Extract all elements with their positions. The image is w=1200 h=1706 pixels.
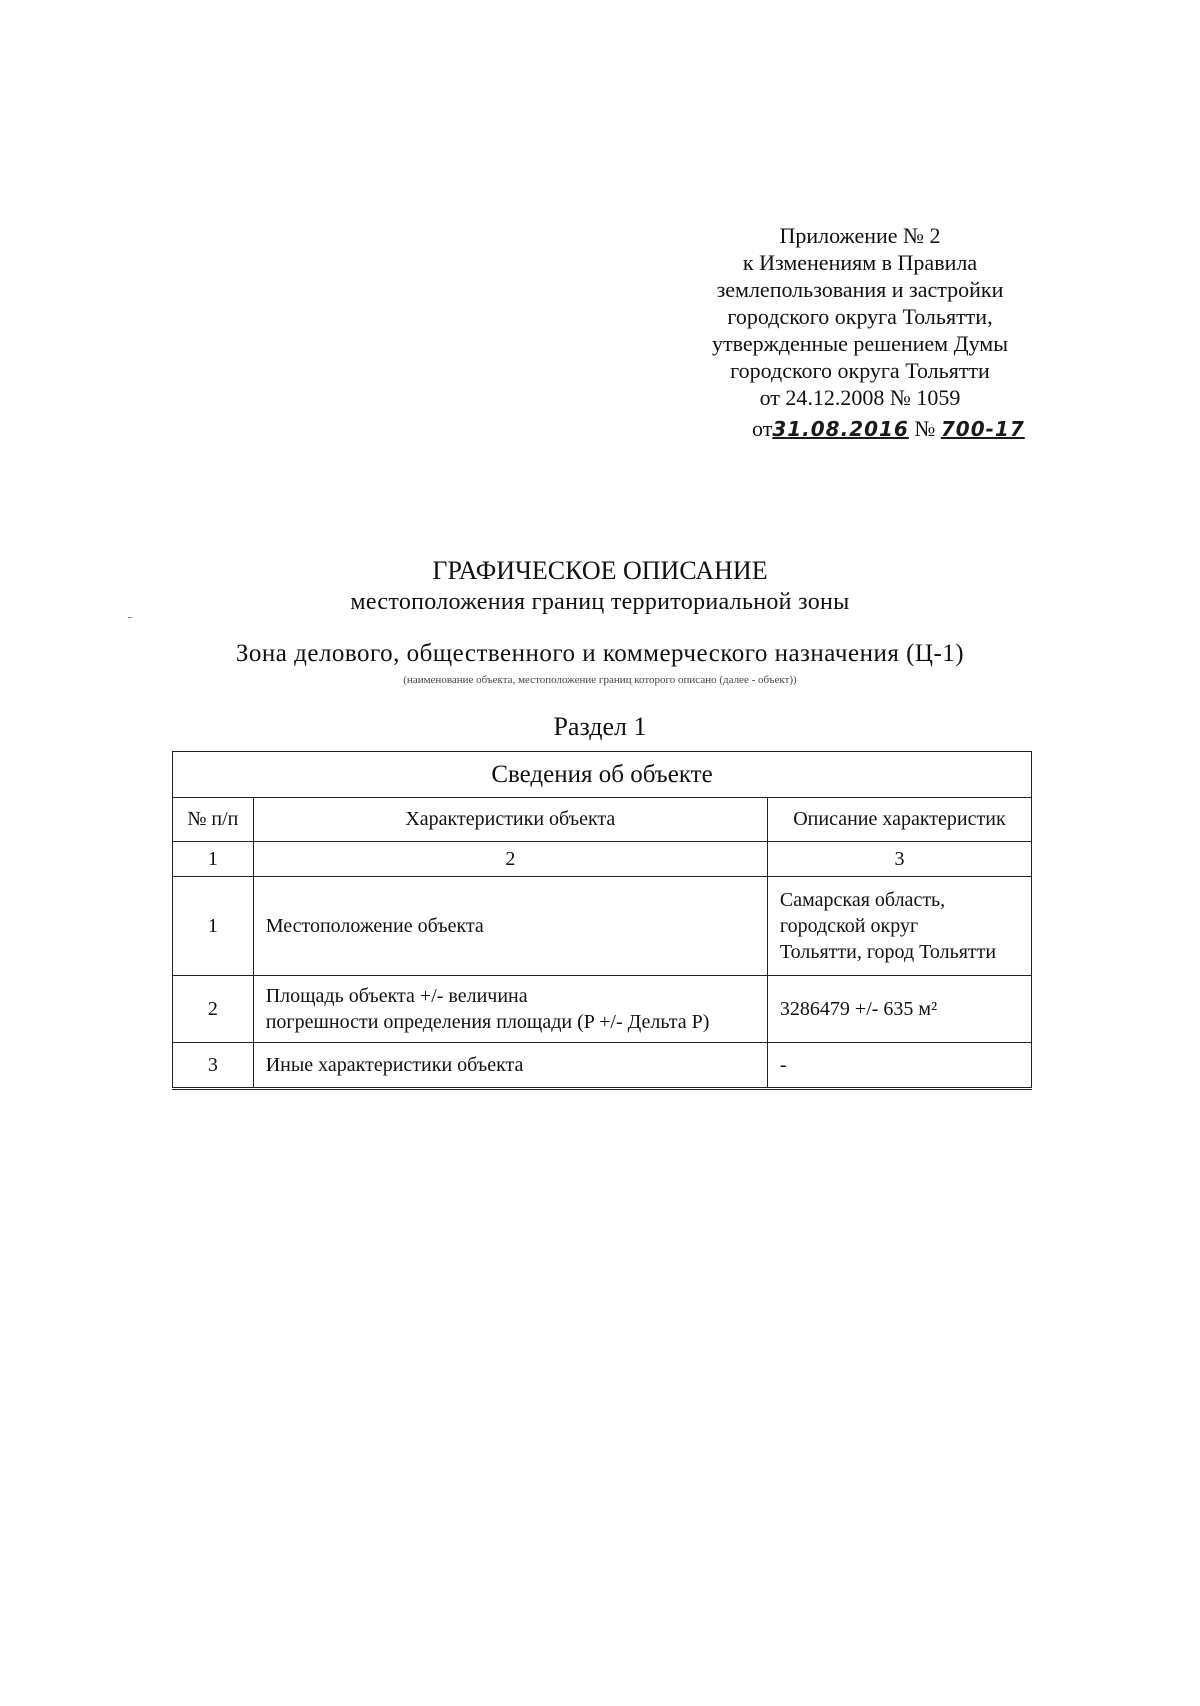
header-characteristic: Характеристики объекта [253,798,767,842]
row-description [767,1043,1031,1089]
column-number: 3 [767,842,1031,877]
row-number: 1 [173,877,254,976]
object-info-table [172,751,1032,1090]
description-line: Тольятти, город Тольятти [779,941,997,963]
document-subtitle: местоположения границ территориальной зоны [350,589,850,615]
description-line: городской округ [779,915,919,937]
handwritten-date-line [752,416,1025,442]
table-title: Сведения об объекте [173,752,1032,798]
row-characteristic [253,1043,767,1089]
sig-number-label: № [914,416,936,441]
characteristic-text: Иные характеристики объекта [265,1053,524,1076]
column-number: 1 [173,842,254,877]
scan-mark [128,617,132,618]
table-row [173,976,1032,1043]
description-line: 3286479 +/- 635 м² [779,997,938,1020]
row-characteristic [253,877,767,976]
table-row [173,877,1032,976]
table-header-row [173,798,1032,842]
appendix-line: утвержденные решением Думы [711,331,1008,356]
zone-name: Зона делового, общественного и коммерческого назначения (Ц-1) [235,640,965,667]
row-number: 3 [173,1043,254,1089]
appendix-line: к Изменениям в Правила [742,250,978,275]
characteristic-text: Местоположение объекта [265,914,484,937]
row-characteristic [253,976,767,1043]
appendix-block [690,222,1030,411]
sig-prefix: от [752,416,773,441]
column-number-row [173,842,1032,877]
appendix-line: от 24.12.2008 № 1059 [759,385,961,410]
appendix-line: городского округа Тольятти, [727,304,993,329]
description-line: - [779,1053,787,1076]
zone-caption: (наименование объекта, местоположение границ которого описано (далее - объект)) [403,674,797,686]
characteristic-text: погрешности определения площади (P +/- Дельта P) [265,1011,710,1033]
characteristic-text: Площадь объекта +/- величина [265,985,528,1007]
row-description [767,877,1031,976]
description-line: Самарская область, [779,889,946,911]
header-number: № п/п [173,798,254,842]
header-description: Описание характеристик [767,798,1031,842]
appendix-line: Приложение № 2 [779,223,941,248]
row-description [767,976,1031,1043]
appendix-line: городского округа Тольятти [730,358,990,383]
section-title: Раздел 1 [553,712,647,741]
handwritten-number: 700-17 [940,417,1025,441]
table-row [173,1043,1032,1089]
row-number: 2 [173,976,254,1043]
column-number: 2 [253,842,767,877]
appendix-line: землепользования и застройки [716,277,1004,302]
handwritten-date: 31.08.2016 [772,417,909,441]
document-title: ГРАФИЧЕСКОЕ ОПИСАНИЕ [432,556,768,585]
